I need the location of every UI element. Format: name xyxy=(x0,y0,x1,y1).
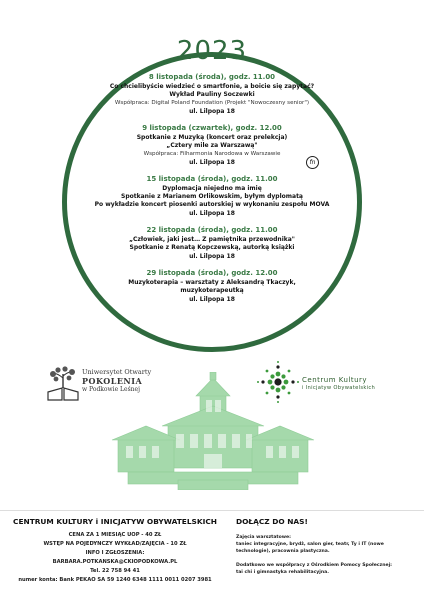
event-title-line: Muzykoterapia – warsztaty z Aleksandrą Tkaczyk, xyxy=(128,279,296,286)
event-address: ul. Lilpopa 18 xyxy=(189,108,235,115)
event-title-line: Wykład Pauliny Soczewki xyxy=(169,91,255,98)
event-title-line: Dyplomacja niejedno ma imię xyxy=(162,185,262,192)
ck-name-line: Centrum Kultury xyxy=(302,376,368,384)
event-address: ul. Lilpopa 18 xyxy=(189,253,235,260)
centrum-kultury-text xyxy=(302,376,375,392)
event-date: 29 listopada (środa), godz. 12.00 xyxy=(146,269,278,277)
open-book-tree-icon xyxy=(46,366,80,402)
event-date: 8 listopada (środa), godz. 11.00 xyxy=(148,73,276,81)
footer-bank-account: numer konta: Bank PEKAO SA 59 1240 6348 1111 0011 0207 3981 xyxy=(18,577,212,583)
event-title-line: Co chcielibyście wiedzieć o smartfonie, a boicie się zapytać? xyxy=(109,83,315,90)
footer-line: CENA ZA 1 MIESIĄC UOP - 40 ZŁ xyxy=(68,532,162,538)
event-date: 22 listopada (środa), godz. 11.00 xyxy=(146,226,278,234)
footer-line: WSTĘP NA POJEDYNCZY WYKŁAD/ZAJĘCIA - 10 ZŁ xyxy=(43,541,187,547)
uo-name-line: POKOLENIA xyxy=(82,376,143,386)
uo-name-line: Uniwersytet Otwarty xyxy=(82,368,152,376)
event-title-line: Spotkanie z Muzyką (koncert oraz prelekcja) xyxy=(136,134,288,141)
footer-email: BARBARA.POTKANSKA@CKIOPODKOWA.PL xyxy=(52,559,178,565)
event-date: 9 listopada (czwartek), godz. 12.00 xyxy=(142,124,282,132)
footer-join xyxy=(236,517,416,576)
starburst-dots-icon xyxy=(256,360,300,404)
cooperation-text: tai chi i gimnastyka rehabilitacyjna. xyxy=(236,570,329,575)
event-partner: Współpraca: Digital Poland Foundation (Projekt "Nowoczesny senior") xyxy=(114,100,310,106)
filharmonia-logo-icon: fn xyxy=(306,156,319,169)
event-title-line: „Cztery mile za Warszawą" xyxy=(166,142,258,149)
cooperation-title: Dodatkowo we współpracy z Ośrodkiem Pomocy Społecznej: xyxy=(236,563,392,568)
event-title-line: „Człowiek, jaki jest… Z pamiętnika przewodnika" xyxy=(129,236,295,243)
event-address: ul. Lilpopa 18 xyxy=(189,296,235,303)
ck-name-line: i Inicjatyw Obywatelskich xyxy=(302,385,376,391)
workshops-text: taniec integracyjne, brydż, salon gier, teatr, Ty i IT (nowe technologie), pracownia plastyczna. xyxy=(236,542,384,554)
uo-name-line: w Podkowie Leśnej xyxy=(82,386,140,393)
event-date: 15 listopada (środa), godz. 11.00 xyxy=(146,175,278,183)
event-partner: Współpraca: Filharmonia Narodowa w Warszawie xyxy=(143,151,281,157)
event-item xyxy=(70,268,354,304)
footer-line: INFO I ZGŁOSZENIA: xyxy=(85,550,145,556)
workshops-title: Zajęcia warsztatowe: xyxy=(236,535,291,540)
footer-phone: Tel. 22 758 94 41 xyxy=(90,568,140,574)
footer xyxy=(0,510,424,600)
footer-contact xyxy=(10,517,220,585)
uniwersytet-otwarty-text xyxy=(82,368,151,394)
uniwersytet-otwarty-logo xyxy=(46,366,186,406)
event-item xyxy=(70,225,354,261)
year-heading: 2023 xyxy=(176,36,248,66)
event-title-line: Spotkanie z Renatą Kopczewską, autorką książki xyxy=(129,244,295,251)
event-title-line: muzykoterapeutką xyxy=(180,287,244,294)
event-address: ul. Lilpopa 18 xyxy=(189,210,235,217)
event-item xyxy=(70,174,354,218)
event-item xyxy=(70,72,354,116)
event-title-line: Po wykładzie koncert piosenki autorskiej w wykonaniu zespołu MOVA xyxy=(94,201,330,208)
events-list xyxy=(70,72,354,311)
join-heading: DOŁĄCZ DO NAS! xyxy=(236,517,308,526)
event-address: ul. Lilpopa 18 xyxy=(189,159,235,166)
footer-heading: CENTRUM KULTURY i INICJATYW OBYWATELSKICH xyxy=(13,517,217,526)
centrum-kultury-logo xyxy=(256,360,406,404)
event-title-line: Spotkanie z Marianem Orlikowskim, byłym dyplomatą xyxy=(121,193,303,200)
